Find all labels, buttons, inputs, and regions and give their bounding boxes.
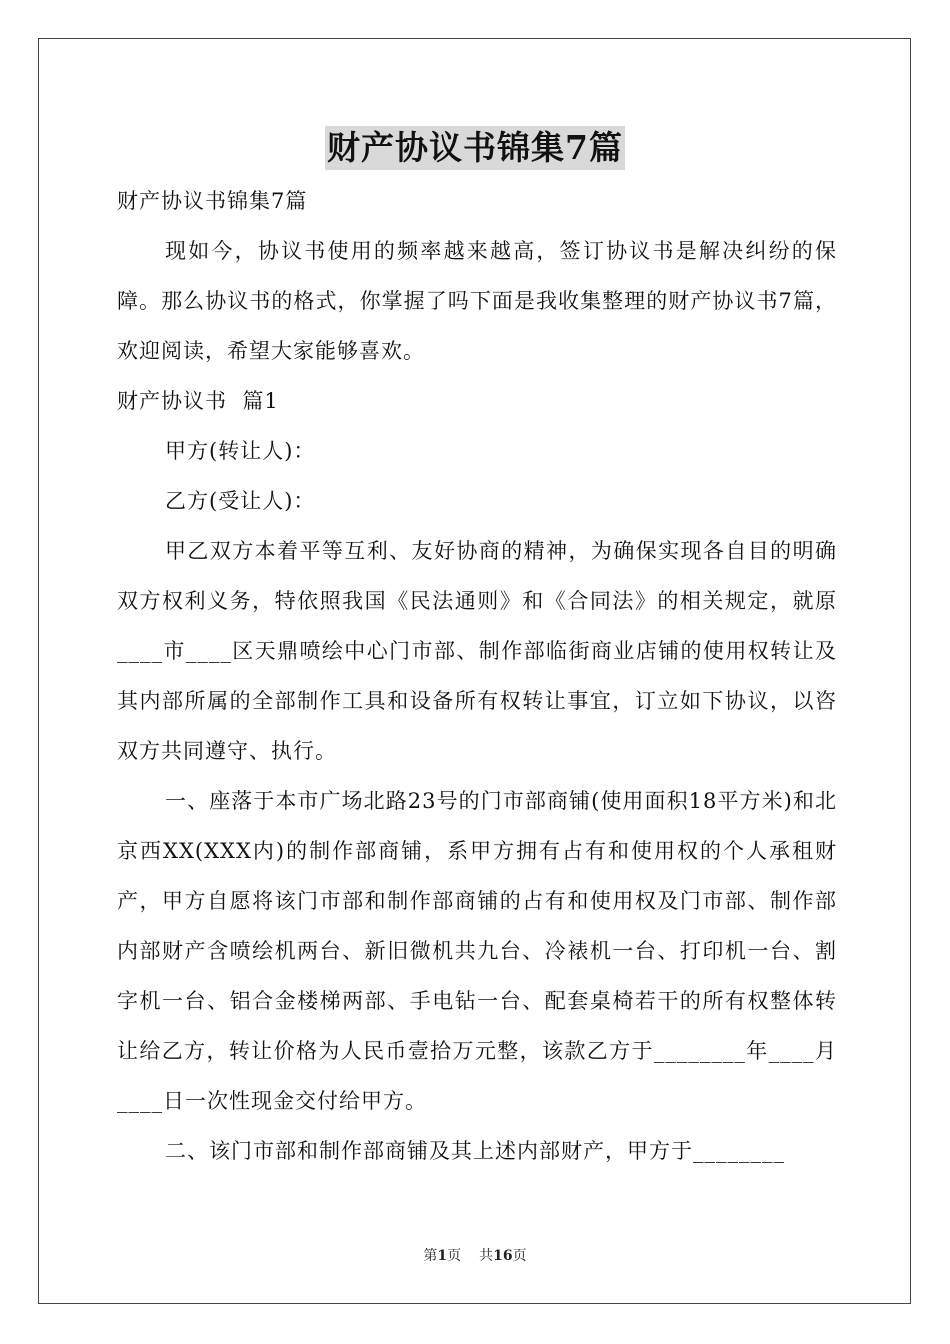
- page-suffix: 页: [447, 1248, 462, 1264]
- paragraph: 一、座落于本市广场北路23号的门市部商铺(使用面积18平方米)和北京西XX(XXX内)的制作部商铺，系甲方拥有占有和使用权的个人承租财产，甲方自愿将该门市部和制作部商铺的占有和使用权及门市部、制作部内部财产含喷绘机两台、新旧微机共九台、冷裱机一台、打印机一台、割字机一台、铝合金楼梯两部、手电钻一台、配套桌椅若干的所有权整体转让给乙方，转让价格为人民币壹拾万元整，该款乙方于________年____月____日一次性现金交付给甲方。: [117, 789, 837, 1113]
- paragraph: 乙方(受让人)：: [165, 489, 316, 513]
- title-container: [0, 126, 950, 170]
- total-prefix: 共: [479, 1248, 494, 1264]
- paragraph: 财产协议书锦集7篇: [117, 189, 308, 213]
- paragraph: 现如今，协议书使用的频率越来越高，签订协议书是解决纠纷的保障。那么协议书的格式，你掌握了吗下面是我收集整理的财产协议书7篇，欢迎阅读，希望大家能够喜欢。: [117, 239, 837, 363]
- document-body: [117, 176, 837, 1176]
- paragraph: 甲乙双方本着平等互利、友好协商的精神，为确保实现各自目的明确双方权利义务，特依照我国《民法通则》和《合同法》的相关规定，就原____市____区天鼎喷绘中心门市部、制作部临街商业店铺的使用权转让及其内部所属的全部制作工具和设备所有权转让事宜，订立如下协议，以咨双方共同遵守、执行。: [117, 539, 837, 763]
- paragraph: 甲方(转让人)：: [165, 439, 316, 463]
- paragraph: 二、该门市部和制作部商铺及其上述内部财产，甲方于________: [165, 1139, 785, 1163]
- total-suffix: 页: [512, 1248, 527, 1264]
- page-number: 1: [437, 1248, 448, 1264]
- document-title: 财产协议书锦集7篇: [325, 126, 625, 170]
- section-heading: 财产协议书 篇1: [117, 389, 279, 413]
- page-footer: [0, 1246, 950, 1266]
- total-pages: 16: [493, 1248, 513, 1264]
- page-prefix: 第: [423, 1248, 438, 1264]
